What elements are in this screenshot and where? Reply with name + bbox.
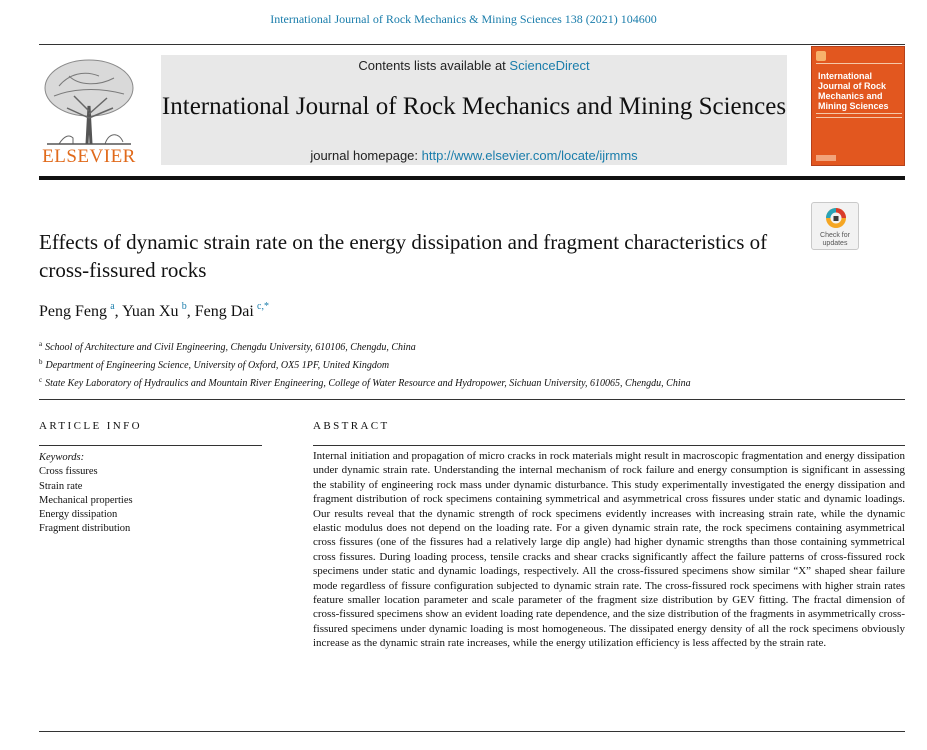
keyword-item: Fragment distribution xyxy=(39,523,131,535)
affiliation-item: $^a$ School of Architecture and Civil Engineering, Chengdu University, 610106, Chengdu, China xyxy=(39,340,416,353)
keywords-block xyxy=(39,451,262,537)
journal-name: International Journal of Rock Mechanics and Mining Sciences xyxy=(161,93,787,120)
affiliation-list xyxy=(39,337,899,391)
article-info-rule xyxy=(39,445,262,446)
header-top-rule xyxy=(39,44,905,45)
keyword-item: Mechanical properties xyxy=(39,494,133,506)
author-name[interactable]: Yuan Xu xyxy=(122,303,179,320)
check-for-updates-button[interactable] xyxy=(811,202,859,250)
author-affiliation-marker[interactable]: a xyxy=(110,301,115,312)
check-updates-label-2: updates xyxy=(822,240,848,247)
keyword-item: Strain rate xyxy=(39,480,83,492)
keyword-item: Cross fissures xyxy=(39,466,98,478)
check-updates-icon xyxy=(824,206,848,230)
check-updates-label-1: Check for xyxy=(820,232,850,239)
journal-cover-thumbnail[interactable] xyxy=(811,46,905,166)
journal-homepage-link[interactable]: http://www.elsevier.com/locate/ijrmms xyxy=(421,148,638,163)
author-name[interactable]: Feng Dai xyxy=(194,303,254,320)
author-list: Peng Feng $^a$, Yuan Xu $^b$, Feng Dai $^{c,*}$ xyxy=(39,301,269,320)
article-info-heading: ARTICLE INFO xyxy=(39,420,142,432)
journal-citation[interactable]: International Journal of Rock Mechanics & Mining Sciences 138 (2021) 104600 xyxy=(270,12,657,26)
journal-masthead xyxy=(161,55,787,165)
contents-available-line: Contents lists available at ScienceDirect xyxy=(358,58,590,73)
section-divider xyxy=(39,399,905,400)
keyword-item: Energy dissipation xyxy=(39,509,118,521)
affiliation-item: $^b$ Department of Engineering Science, University of Oxford, OX5 1PF, United Kingdom xyxy=(39,358,390,371)
journal-homepage-line: journal homepage: http://www.elsevier.com/locate/ijrmms xyxy=(310,148,638,163)
elsevier-wordmark: ELSEVIER xyxy=(42,146,136,167)
author-name[interactable]: Peng Feng xyxy=(39,303,107,320)
abstract-bottom-rule xyxy=(39,731,905,732)
affiliation-item: $^c$ State Key Laboratory of Hydraulics and Mountain River Engineering, College of Water Resource and Hydropower, Sichuan University, 610065, Chengdu, China xyxy=(39,376,691,389)
abstract-text: Internal initiation and propagation of micro cracks in rock materials might result in macroscopic fragmentation and energy dissipation under dynamic strain rate. Understanding the internal mechanism of rock failure and energy consumption is significant in assessing the stability of engineering rock mass under dynamic disturbance. This study experimentally investigated the energy dissipation and fragment distribution of rock specimens containing symmetrical and asymmetrical cross fissures under static and dynamic loadings. Our results reveal that the dynamic strength of rock specimens evidently increases with increasing strain rate, while the dynamic elastic modulus does not depend on the loading rate. For a given dynamic strain rate, the rock specimens containing asymmetrical cross fissures (one of the fissures had a relatively large dip angle) had higher dynamic strengths than those containing symmetrical cross fissures. During loading process, tensile cracks and shear cracks significantly affect the failure patterns of cross-fissured rock specimens under static and dynamic loadings, respectively. All the cross-fissured specimens show similar “X” shaped shear failure mode regardless of fissure configuration subjected to dynamic strain rate. The cross-fissured rock specimens with higher strain rates feature smaller location parameter and scale parameter of the fragment size distribution by GEV fitting. The fractal dimension of cross-fissured specimens show an evident loading rate dependence, and the size distribution of the fragments in asymmetrically cross-fissured specimens under dynamic loading is most homogeneous. The dissipated energy density of all the rock specimens obviously increase as the dynamic strain rate increases, while the energy utilization efficiency is less affected by the strain rate. xyxy=(313,450,905,650)
author-affiliation-marker[interactable]: c,* xyxy=(257,301,269,312)
cover-title: International Journal of Rock Mechanics and Mining Sciences xyxy=(818,71,889,111)
cover-logo-icon xyxy=(816,51,826,61)
article-title: Effects of dynamic strain rate on the energy dissipation and fragment characteristics of cross-fissured rocks xyxy=(39,230,768,282)
sciencedirect-link[interactable]: ScienceDirect xyxy=(509,58,590,73)
abstract-rule xyxy=(313,445,905,446)
keywords-label: Keywords: xyxy=(39,452,85,463)
author-affiliation-marker[interactable]: b xyxy=(181,301,187,312)
abstract-heading: ABSTRACT xyxy=(313,420,390,432)
header-bottom-rule xyxy=(39,176,905,180)
